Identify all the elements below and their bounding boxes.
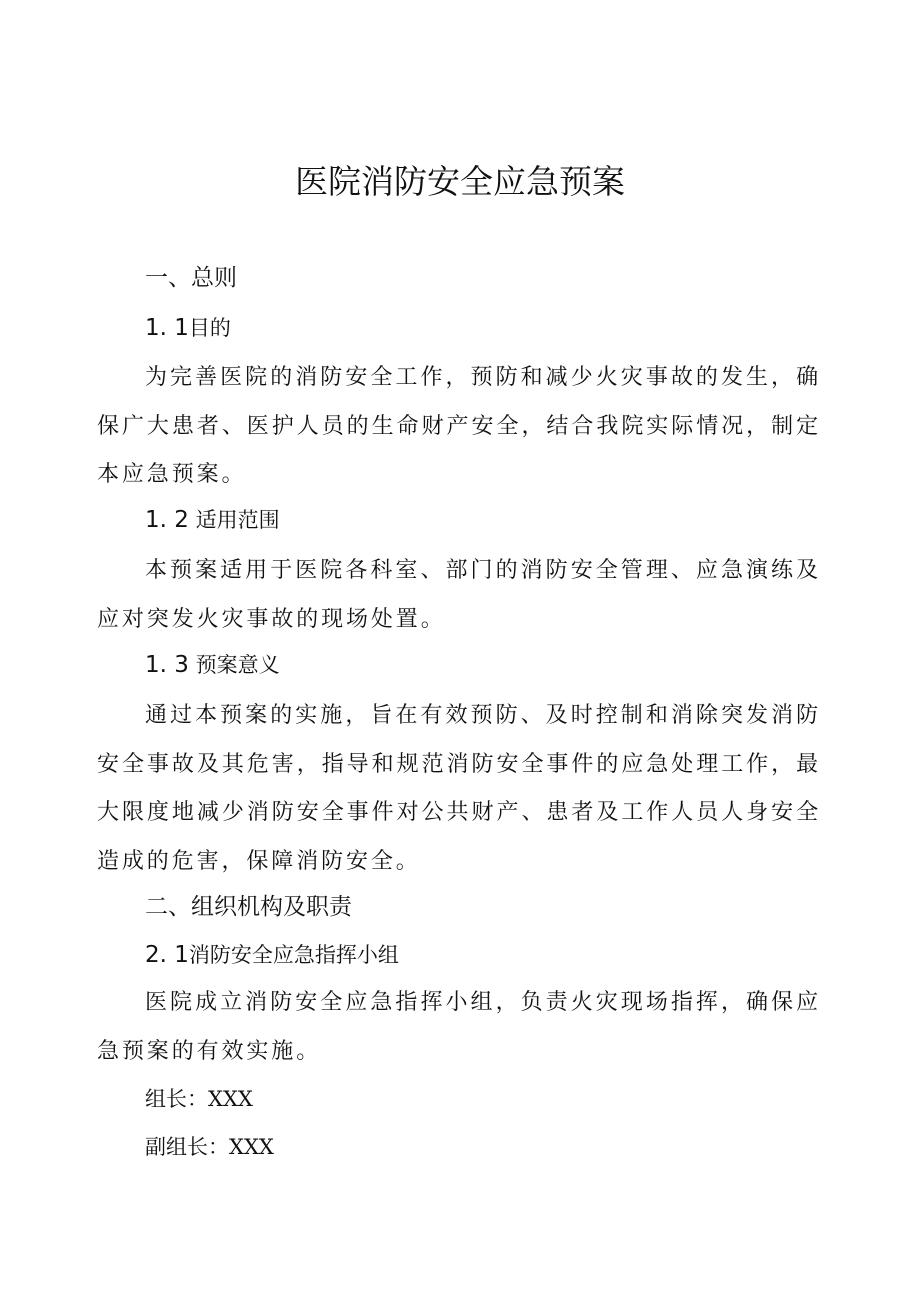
group-leader: 组长：XXX	[145, 1087, 253, 1111]
section-heading-general: 一、总则	[145, 265, 237, 291]
subsection-number: 1. 1	[145, 315, 189, 341]
subsection-label: 预案意义	[188, 653, 280, 677]
document-title: 医院消防安全应急预案	[295, 162, 625, 201]
paragraph-significance: 通过本预案的实施，旨在有效预防、及时控制和消除突发消防安全事故及其危害，指导和规范消防安全事件的应急处理工作，最大限度地减少消防安全事件对公共财产、患者及工作人员人身安全造成的危害，保障消防安全。	[97, 703, 821, 874]
section-heading-organization: 二、组织机构及职责	[145, 894, 352, 920]
subsection-number: 1. 3	[145, 652, 189, 678]
deputy-group-leader: 副组长：XXX	[145, 1135, 274, 1159]
subsection-heading-significance	[145, 649, 280, 681]
subsection-label: 适用范围	[188, 508, 280, 532]
subsection-label: 目的	[188, 316, 231, 340]
paragraph-command-group: 医院成立消防安全应急指挥小组，负责火灾现场指挥，确保应急预案的有效实施。	[97, 990, 821, 1064]
subsection-heading-command-group	[145, 939, 399, 971]
paragraph-purpose: 为完善医院的消防安全工作，预防和减少火灾事故的发生，确保广大患者、医护人员的生命财产安全，结合我院实际情况，制定本应急预案。	[97, 365, 821, 487]
subsection-number: 2. 1	[145, 942, 189, 968]
subsection-heading-scope	[145, 504, 280, 536]
subsection-number: 1. 2	[145, 507, 189, 533]
subsection-label: 消防安全应急指挥小组	[188, 943, 399, 967]
paragraph-scope: 本预案适用于医院各科室、部门的消防安全管理、应急演练及应对突发火灾事故的现场处置。	[97, 558, 821, 632]
subsection-heading-purpose	[145, 312, 231, 344]
